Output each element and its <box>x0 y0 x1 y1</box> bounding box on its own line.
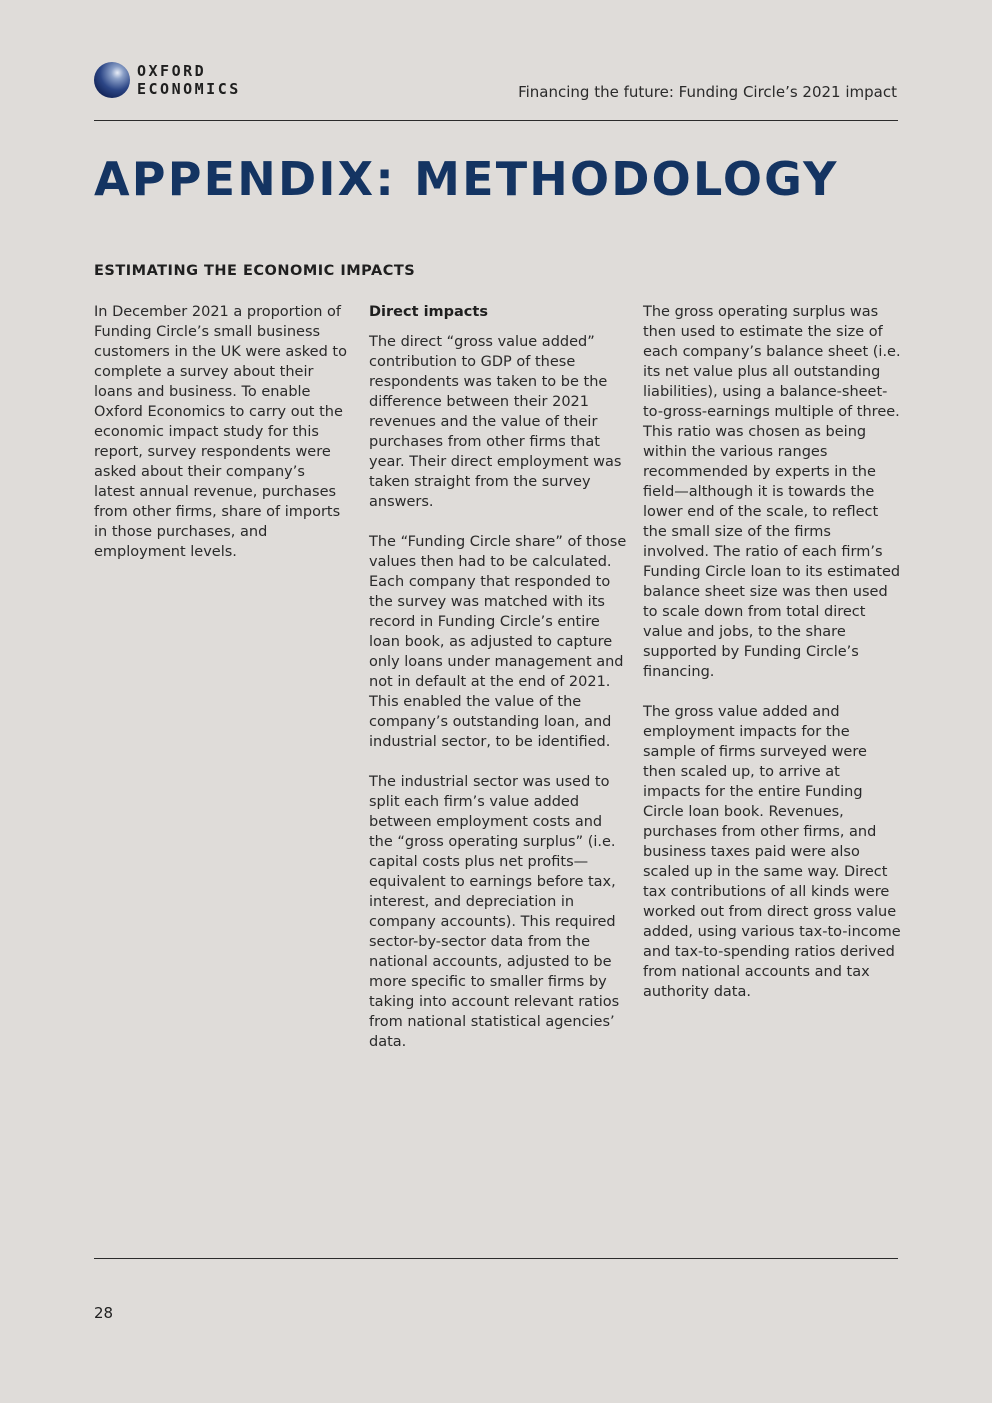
logo-line-1: OXFORD <box>137 62 207 80</box>
page-title: APPENDIX: METHODOLOGY <box>94 152 839 206</box>
globe-icon <box>94 62 130 98</box>
page-number: 28 <box>94 1304 114 1322</box>
paragraph: The “Funding Circle share” of those values then had to be calculated. Each company that responded to the survey was matched with its record in Funding Circle’s entire loan book, as adjusted to capture only loans under management and not in default at the end of 2021. This enabled the value of the company’s outstanding loan, and industrial sector, to be identified. <box>369 534 627 750</box>
column-1 <box>94 302 350 582</box>
paragraph: The industrial sector was used to split each firm’s value added between employment costs and the “gross operating surplus” (i.e. capital costs plus net profits—equivalent to earnings before tax, interest, and depreciation in company accounts). This required sector-by-sector data from the national accounts, adjusted to be more specific to smaller firms by taking into account relevant ratios from national statistical agencies’ data. <box>369 774 620 1050</box>
paragraph: The gross operating surplus was then used to estimate the size of each company’s balance sheet (i.e. its net value plus all outstanding liabilities), using a balance-sheet-to-gross-earnings multiple of three. This ratio was chosen as being within the various ranges recommended by experts in the field—although it is towards the lower end of the scale, to reflect the small size of the firms involved. The ratio of each firm’s Funding Circle loan to its estimated balance sheet size was then used to scale down from total direct value and jobs, to the share supported by Funding Circle’s financing. <box>643 304 901 680</box>
section-heading: ESTIMATING THE ECONOMIC IMPACTS <box>94 263 416 279</box>
logo-text <box>137 62 241 98</box>
paragraph: The gross value added and employment impacts for the sample of firms surveyed were then scaled up, to arrive at impacts for the entire Funding Circle loan book. Revenues, purchases from other firms, and business taxes paid were also scaled up in the same way. Direct tax contributions of all kinds were worked out from direct gross value added, using various tax-to-income and tax-to-spending ratios derived from national accounts and tax authority data. <box>643 704 901 1000</box>
column-3 <box>643 302 901 1022</box>
column-2 <box>369 302 627 1072</box>
subheading-direct-impacts: Direct impacts <box>369 304 488 320</box>
logo-line-2: ECONOMICS <box>137 80 241 98</box>
paragraph: In December 2021 a proportion of Funding Circle’s small business customers in the UK were asked to complete a survey about their loans and business. To enable Oxford Economics to carry out the economic impact study for this report, survey respondents were asked about their company’s latest annual revenue, purchases from other firms, share of imports in those purchases, and employment levels. <box>94 304 347 560</box>
footer-divider <box>94 1258 898 1259</box>
oxford-economics-logo <box>94 62 241 98</box>
report-title: Financing the future: Funding Circle’s 2021 impact <box>518 83 897 101</box>
header-divider <box>94 120 898 121</box>
paragraph: The direct “gross value added” contribution to GDP of these respondents was taken to be the difference between their 2021 revenues and the value of their purchases from other firms that year. Their direct employment was taken straight from the survey answers. <box>369 334 622 510</box>
